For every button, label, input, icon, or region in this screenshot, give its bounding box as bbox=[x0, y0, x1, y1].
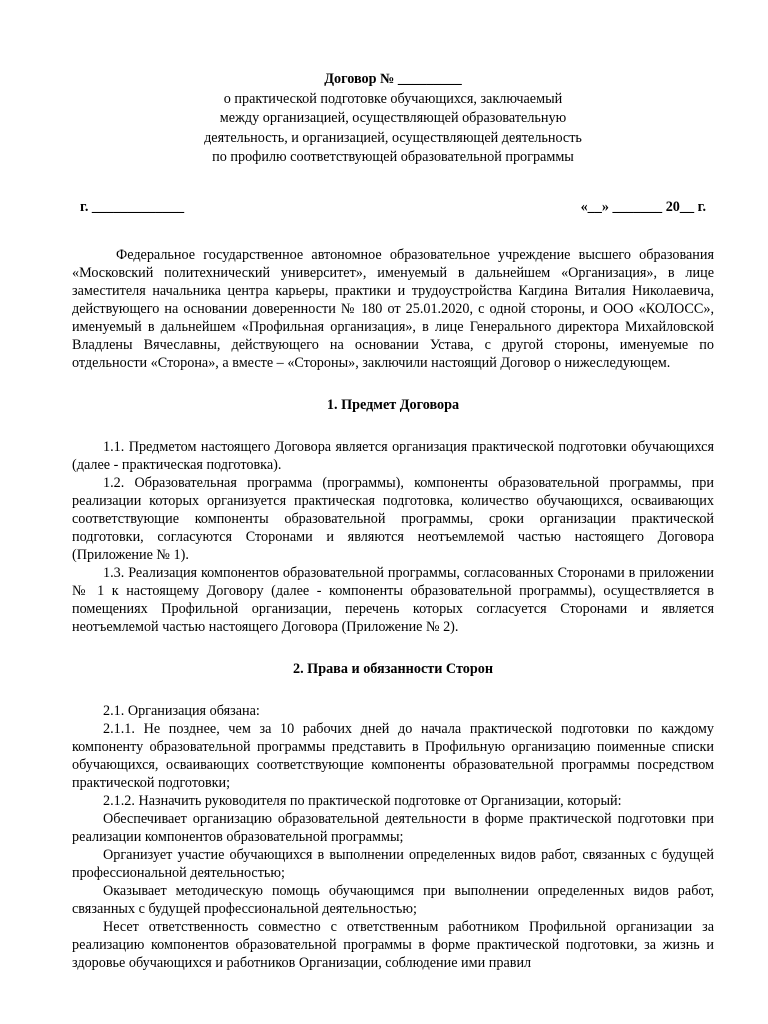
header-line-1: о практической подготовке обучающихся, заключаемый bbox=[223, 90, 563, 107]
contract-title: Договор № _________ bbox=[324, 71, 462, 87]
document-header bbox=[72, 70, 714, 168]
section-1-title: 1. Предмет Договора bbox=[326, 396, 460, 413]
section-2-paragraph: 2.1.1. Не позднее, чем за 10 рабочих дней до начала практической подготовки по каждому компоненту образовательной программы представить в Профильную организацию поименные списки обучающихся, осваивающих соответствующие компоненты образовательной программы посредством практической подготовки; bbox=[72, 720, 714, 791]
header-line-2: между организацией, осуществляющей образовательную bbox=[219, 110, 567, 126]
section-1-paragraph: 1.1. Предметом настоящего Договора является организация практической подготовки обучающихся (далее - практическая подготовка). bbox=[72, 438, 714, 473]
header-line-4: по профилю соответствующей образовательной программы bbox=[212, 149, 574, 165]
section-2-paragraph: Оказывает методическую помощь обучающимся при выполнении определенных видов работ, связанных с будущей профессиональной деятельностью; bbox=[72, 882, 714, 917]
section-2-title: 2. Права и обязанности Сторон bbox=[292, 660, 494, 677]
section-2-paragraph: Несет ответственность совместно с ответственным работником Профильной организации за реализацию компонентов образовательной программы в форме практической подготовки, за жизнь и здоровье обучающихся и работников Организации, соблюдение ими правил bbox=[72, 918, 714, 971]
section-2-paragraph: Обеспечивает организацию образовательной деятельности в форме практической подготовки при реализации компонентов образовательной программы; bbox=[72, 810, 714, 845]
city-field: г. _____________ bbox=[80, 198, 185, 215]
document-page bbox=[72, 70, 714, 972]
section-2-paragraph: 2.1.2. Назначить руководителя по практической подготовке от Организации, который: bbox=[103, 792, 622, 809]
section-1-paragraph: 1.3. Реализация компонентов образовательной программы, согласованных Сторонами в приложении № 1 к настоящему Договору (далее - компоненты образовательной программы), осуществляется в помещениях Профильной организации, перечень которых согласуется Сторонами и является неотъемлемой частью настоящего Договора (Приложение № 2). bbox=[72, 564, 714, 635]
section-1-paragraph: 1.2. Образовательная программа (программы), компоненты образовательной программы, при реализации которых организуется практическая подготовка, количество обучающихся, осваивающих соответствующие компоненты образовательной программы, сроки организации практической подготовки, согласуются Сторонами и являются неотъемлемой частью настоящего Договора (Приложение № 1). bbox=[72, 474, 714, 563]
intro-paragraph: Федеральное государственное автономное образовательное учреждение высшего образования «Московский политехнический университет», именуемый в дальнейшем «Организация», в лице заместителя начальника центра карьеры, практики и трудоустройства Кагдина Виталия Николаевича, действующего на основании доверенности № 180 от 25.01.2020, с одной стороны, и ООО «КОЛОСС», именуемый в дальнейшем «Профильная организация», в лице Генерального директора Михайловской Владлены Вячеславны, действующего на основании Устава, с другой стороны, именуемые по отдельности «Сторона», а вместе – «Стороны», заключили настоящий Договор о нижеследующем. bbox=[72, 246, 714, 371]
place-date-line bbox=[72, 198, 714, 216]
header-line-3: деятельность, и организацией, осуществляющей деятельность bbox=[204, 129, 582, 146]
section-2-paragraph: 2.1. Организация обязана: bbox=[103, 702, 260, 719]
section-2-paragraph: Организует участие обучающихся в выполнении определенных видов работ, связанных с будущей профессиональной деятельностью; bbox=[72, 846, 714, 881]
date-field: «__» _______ 20__ г. bbox=[580, 198, 706, 215]
